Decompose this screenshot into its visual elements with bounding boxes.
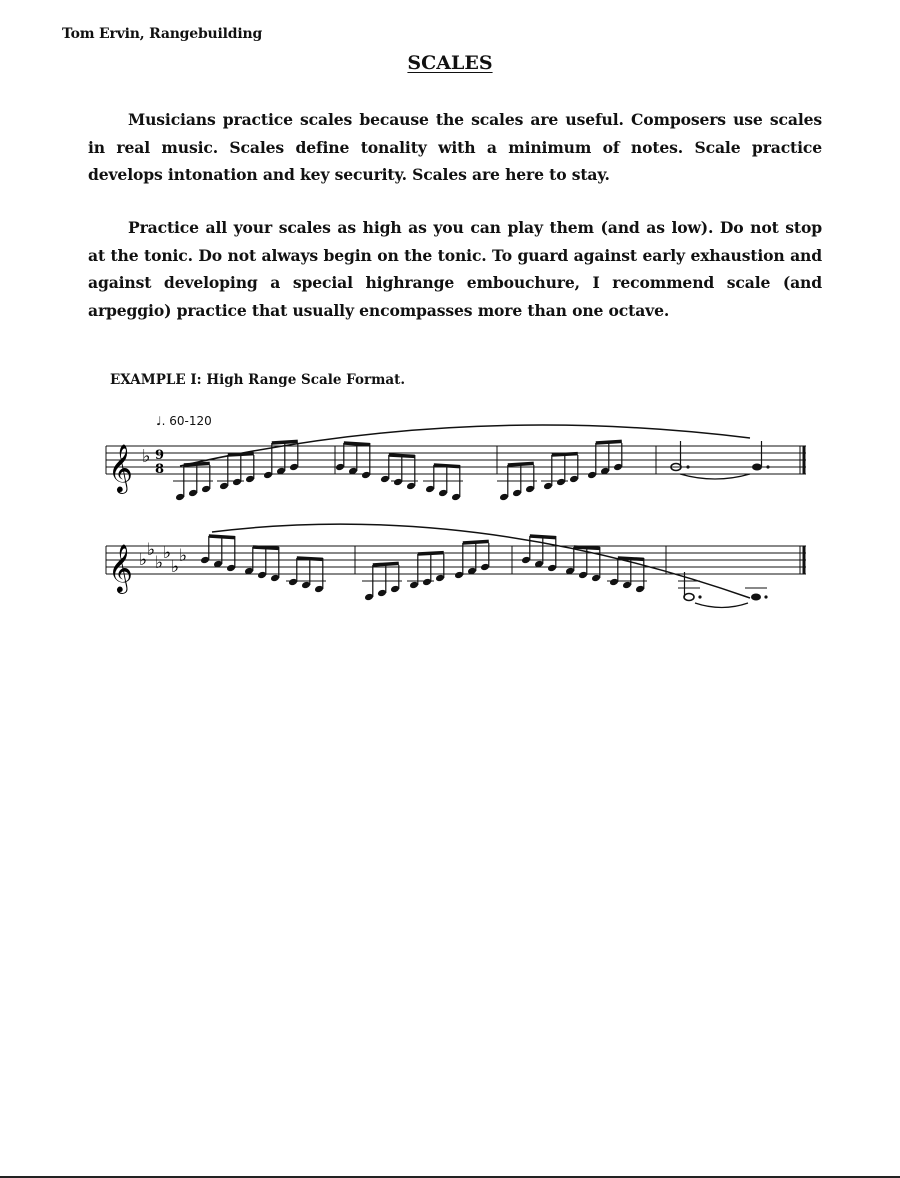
flat-sign-icon: ♭	[171, 557, 180, 577]
flat-sign-icon: ♭	[163, 543, 172, 563]
staff-2-notehead	[751, 594, 761, 601]
staff-2-beam	[297, 558, 323, 559]
staff-2-beam	[418, 553, 444, 554]
staff-2	[106, 546, 806, 574]
flat-sign-icon: ♭	[179, 546, 188, 566]
staff-1-beam	[344, 443, 370, 445]
flat-sign-icon: ♭	[139, 550, 148, 570]
key-signature-flats	[139, 540, 187, 577]
staff-1-beam	[596, 441, 622, 443]
flat-sign-icon: ♭	[155, 553, 164, 573]
staff-2-notehead	[684, 594, 694, 601]
staff-2-beam	[618, 558, 644, 559]
staff-1-beam	[184, 463, 210, 465]
staff-2-dot	[764, 595, 767, 598]
staff-1-beam	[389, 455, 415, 456]
page-title: SCALES	[407, 52, 493, 74]
staff-1-beam	[434, 465, 460, 467]
slur-2	[212, 524, 750, 598]
staff-2-tie	[695, 603, 748, 608]
staff-2-beam	[574, 547, 600, 548]
paragraph-1-text: Musicians practice scales because the scales are useful. Composers use scales in real music. Scales define tonality with a minimum of notes. Scale practice develops intonation and key security. Scales are here to stay.	[88, 110, 822, 184]
flat-sign-icon: ♭	[147, 540, 156, 560]
staff-1-dot	[686, 465, 689, 468]
staff-1-beam	[508, 463, 534, 465]
staff-1-beam	[272, 441, 298, 443]
staff-2-beam	[530, 536, 556, 538]
staff-1-tie	[680, 474, 750, 479]
header-credit: Tom Ervin, Rangebuilding	[62, 26, 263, 42]
staff-1	[106, 446, 806, 474]
staff-2-dot	[698, 595, 701, 598]
staff-2-beam	[209, 536, 235, 538]
treble-clef-icon: 𝄞	[108, 543, 133, 592]
staff-2-beam	[373, 563, 399, 565]
staff-1-beam	[552, 454, 578, 455]
staff-1-beam	[228, 454, 254, 455]
time-signature-top: 9	[155, 448, 165, 463]
example-heading: EXAMPLE I: High Range Scale Format.	[110, 372, 406, 388]
treble-clef-icon: 𝄞	[108, 443, 133, 492]
staff-2-beam	[253, 547, 279, 548]
staff-1-notehead	[752, 464, 762, 471]
staff-2-beam	[463, 541, 489, 543]
staff-1-dot	[766, 465, 769, 468]
flat-sign-icon: ♭	[142, 446, 151, 467]
tempo-marking: ♩. 60-120	[156, 414, 212, 428]
paragraph-2-text: Practice all your scales as high as you can play them (and as low). Do not stop at the tonic. Do not always begin on the tonic. To guard against early exhaustion and against developing a special highrange embouchure, I recommend scale (and arpeggio) practice that usually encompasses more than one octave.	[88, 218, 822, 320]
staff-2-notes	[200, 536, 768, 608]
time-signature-bottom: 8	[155, 462, 165, 477]
